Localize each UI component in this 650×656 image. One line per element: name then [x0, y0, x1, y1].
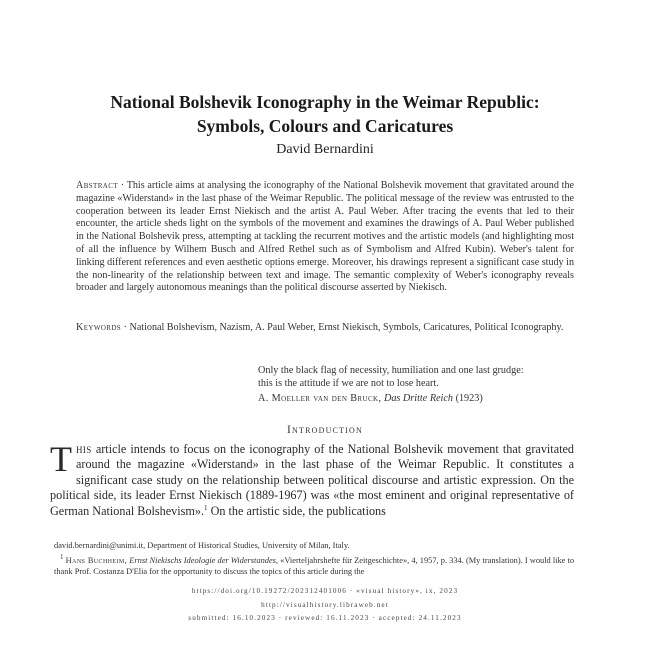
keywords [76, 322, 574, 335]
drop-cap: T [50, 439, 72, 479]
page-footer [40, 585, 610, 626]
abstract [76, 180, 574, 295]
doi-link[interactable]: https://doi.org/10.19272/202312401006 · «visual history», ix, 2023 [191, 587, 459, 595]
epigraph-line-2: this is the attitude if we are not to lose heart. [258, 378, 439, 390]
footnote-1-marker: 1 [60, 553, 64, 562]
epigraph-source-work: Das Dritte Reich [383, 393, 454, 405]
footnote-reference[interactable]: 1 [204, 503, 208, 512]
intro-first-words: his [76, 442, 92, 456]
footnote-1 [54, 555, 574, 577]
author-name: David Bernardini [276, 142, 374, 157]
epigraph-source-author: A. Moeller van den Bruck, [258, 393, 382, 405]
article-title [40, 90, 610, 138]
keywords-label: Keywords [76, 322, 122, 333]
title-line-1: National Bolshevik Iconography in the Weimar Republic: [110, 92, 540, 112]
author-affiliation: david.bernardini@unimi.it, Department of Historical Studies, University of Milan, Italy. [54, 541, 350, 550]
footnote-1-title: Ernst Niekischs Ideologie der Widerstandes, [129, 556, 279, 566]
epigraph-line-1: Only the black flag of necessity, humiliation and one last grudge: [258, 365, 524, 376]
footnote-1-rest: «Vierteljahrshefte für Zeitgeschichte», 4, 1957, p. 334. (My translation). I would like to thank Prof. Costanza D'Elia for the opportunity to discuss the topics of this article during the [54, 556, 575, 577]
section-heading: Introduction [286, 424, 363, 436]
epigraph-source [258, 392, 578, 405]
keywords-separator: · [121, 322, 130, 333]
footnote-1-author: Hans Buchheim, [65, 556, 128, 566]
intro-text-part-1: article intends to focus on the iconography of the National Bolshevik movement that gravitated around the magazine «Widerstand» in the last phase of the Weimar Republic. It constitutes a significant case study on the relationship between political discourse and artistic expression. On the political side, its leader Ernst Niekisch (1889-1967) was «the most eminent and original representative of German National Bolshevism». [50, 442, 574, 518]
footnotes [54, 540, 574, 578]
keywords-text: National Bolshevism, Nazism, A. Paul Weber, Ernst Niekisch, Symbols, Caricatures, Political Iconography. [129, 322, 564, 333]
abstract-separator: · [118, 180, 127, 191]
intro-text-part-2: On the artistic side, the publications [207, 503, 386, 518]
epigraph-source-year: (1923) [455, 393, 483, 405]
journal-url[interactable]: http://visualhistory.libraweb.net [261, 600, 389, 609]
abstract-label: Abstract [76, 180, 118, 191]
introduction-paragraph [50, 439, 574, 519]
submission-dates: submitted: 16.10.2023 · reviewed: 16.11.2023 · accepted: 24.11.2023 [188, 614, 462, 623]
abstract-text: This article aims at analysing the iconography of the National Bolshevik movement that gravitated around the magazine «Widerstand» in the last phase of the Weimar Republic. The political message of the review was entrusted to the cooperation between its leader Ernst Niekisch and the artist A. Paul Weber. After tracing the events that led to their encounter, the article sheds light on the symbols of the movement and examines the drawings of A. Paul Weber published in the National Bolshevik press, attempting at tackling the recurrent motives and the artistic models (and highlighting most of all the influence by Wilhem Busch and Alfred Rethel such as of Symbolism and Alfred Kubin). Weber's talent for linking different references and even aesthetic options emerge. Moreover, his drawings represent a significant case study in the non-linearity of the relationship between text and image. The semantic complexity of Weber's iconography reveals broader and largely autonomous meanings than the political discourse asserted by Niekisch. [76, 180, 574, 294]
title-line-2: Symbols, Colours and Caricatures [196, 116, 454, 136]
epigraph [258, 364, 578, 406]
